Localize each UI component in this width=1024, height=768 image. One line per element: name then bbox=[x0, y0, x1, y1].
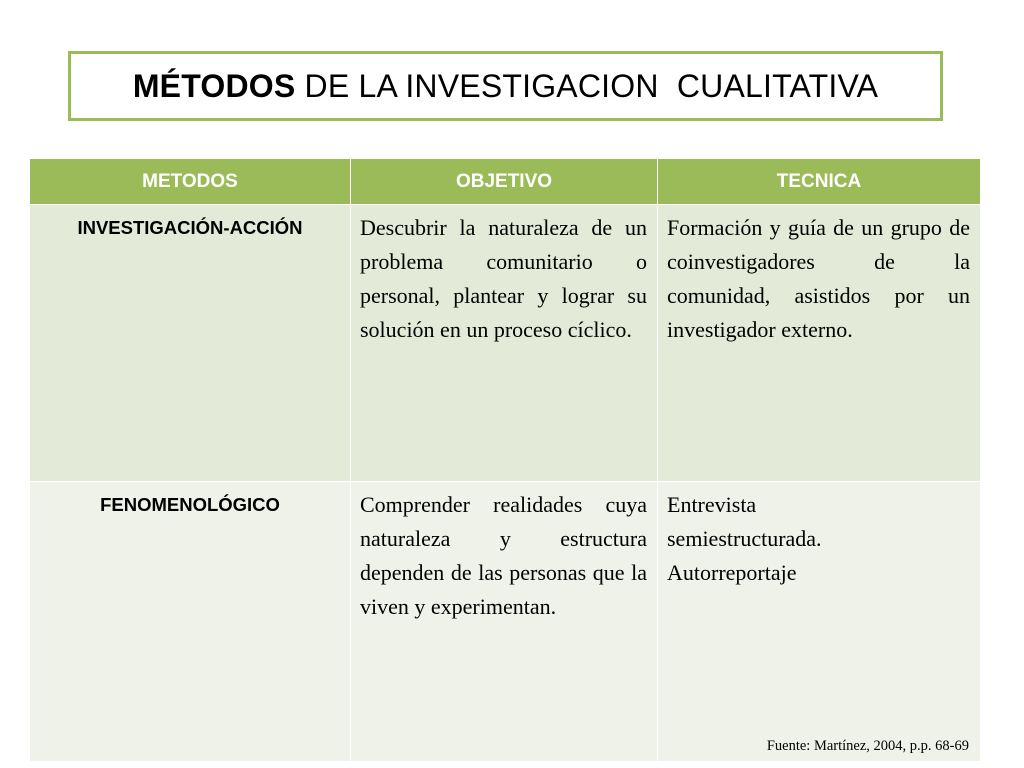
slide-title bbox=[133, 68, 878, 105]
row-objetivo: Comprender realidades cuya naturaleza y estructura dependen de las personas que la viven y experimentan. bbox=[351, 482, 658, 762]
row-metodo: INVESTIGACIÓN-ACCIÓN bbox=[30, 205, 351, 482]
slide-title-rest: DE LA INVESTIGACION CUALITATIVA bbox=[295, 67, 879, 104]
table-row bbox=[30, 482, 981, 762]
header-metodos: METODOS bbox=[30, 159, 351, 205]
row-tecnica bbox=[658, 482, 981, 762]
header-tecnica: TECNICA bbox=[658, 159, 981, 205]
slide-title-box bbox=[68, 51, 943, 121]
methods-table bbox=[29, 158, 981, 762]
tecnica-line: semiestructurada. bbox=[667, 526, 822, 551]
table-header-row bbox=[30, 159, 981, 205]
tecnica-line: Entrevista bbox=[667, 492, 757, 517]
row-metodo: FENOMENOLÓGICO bbox=[30, 482, 351, 762]
slide-title-bold: MÉTODOS bbox=[132, 67, 296, 104]
row-objetivo: Descubrir la naturaleza de un problema comunitario o personal, plantear y lograr su solución en un proceso cíclico. bbox=[351, 205, 658, 482]
row-tecnica: Formación y guía de un grupo de coinvestigadores de la comunidad, asistidos por un investigador externo. bbox=[658, 205, 981, 482]
source-footnote: Fuente: Martínez, 2004, p.p. 68-69 bbox=[766, 738, 969, 754]
header-objetivo: OBJETIVO bbox=[351, 159, 658, 205]
tecnica-line: Autorreportaje bbox=[667, 560, 797, 585]
table-row bbox=[30, 205, 981, 482]
